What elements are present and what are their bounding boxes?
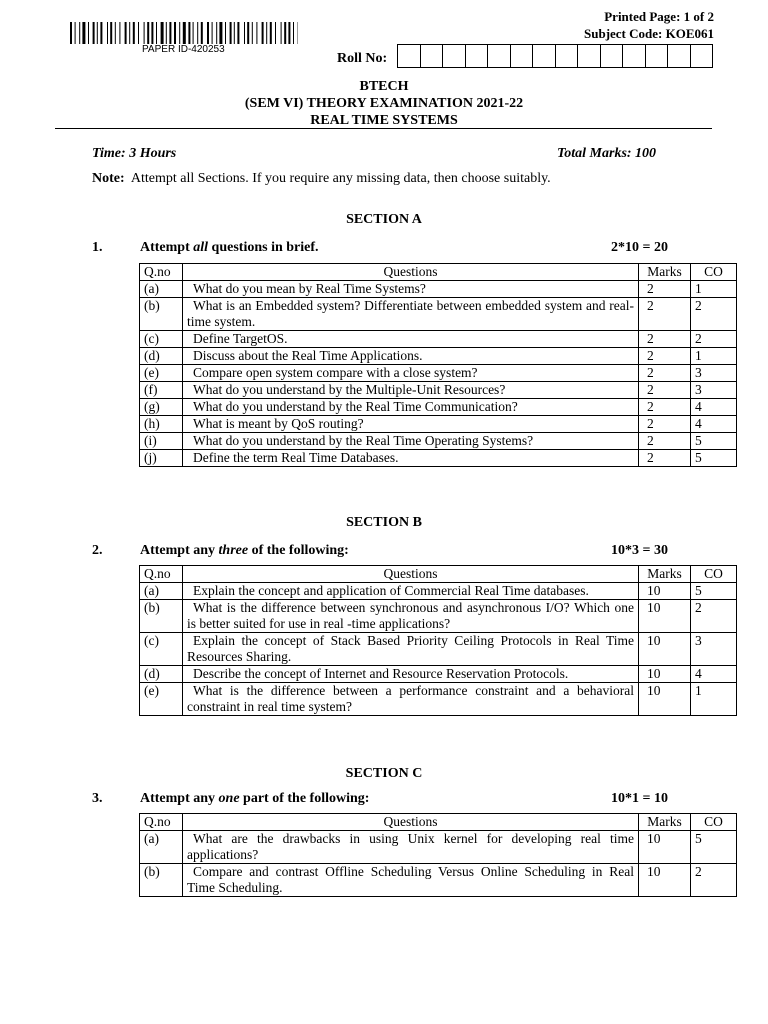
- table-row: [140, 831, 737, 864]
- question-marks: 2: [639, 416, 691, 433]
- barcode-bar: [183, 22, 186, 44]
- barcode-bar: [244, 22, 245, 44]
- question-text: Discuss about the Real Time Applications.: [193, 348, 423, 363]
- table-row: [140, 600, 737, 633]
- qno-header: Q.no: [140, 566, 183, 583]
- exam-time: Time: 3 Hours: [92, 146, 177, 161]
- barcode-bar: [270, 22, 272, 44]
- barcode-bar: [262, 22, 264, 44]
- question-cell: [183, 683, 639, 716]
- paper-id: PAPER ID-420253: [142, 44, 225, 55]
- marks-header: Marks: [639, 814, 691, 831]
- question-co: 1: [691, 348, 737, 365]
- question-marks: 10: [639, 633, 691, 666]
- question-cell: [183, 450, 639, 467]
- roll-no-box[interactable]: [488, 44, 511, 68]
- section-marks: 2*10 = 20: [611, 240, 668, 255]
- question-cell: [183, 399, 639, 416]
- roll-no-box[interactable]: [511, 44, 534, 68]
- question-qno: (c): [140, 633, 183, 666]
- barcode-bar: [216, 22, 217, 44]
- question-cell: [183, 864, 639, 897]
- barcode-bar: [75, 22, 76, 44]
- question-marks: 10: [639, 831, 691, 864]
- question-marks: 10: [639, 666, 691, 683]
- marks-header: Marks: [639, 566, 691, 583]
- roll-no-box[interactable]: [691, 44, 714, 68]
- question-text: Define TargetOS.: [193, 331, 288, 346]
- barcode-bar: [100, 22, 102, 44]
- barcode-bar: [234, 22, 235, 44]
- barcode-bar: [129, 22, 130, 44]
- section-marks: 10*1 = 10: [611, 791, 668, 806]
- question-qno: (i): [140, 433, 183, 450]
- question-text: Compare open system compare with a close system?: [193, 365, 478, 380]
- question-co: 3: [691, 633, 737, 666]
- question-cell: [183, 666, 639, 683]
- barcode-bar: [144, 22, 145, 44]
- barcode-bar: [188, 22, 190, 44]
- question-co: 5: [691, 583, 737, 600]
- barcode-bar: [256, 22, 257, 44]
- note-text: Attempt all Sections. If you require any missing data, then choose suitably.: [130, 171, 551, 186]
- table-row: [140, 365, 737, 382]
- question-text: What do you mean by Real Time Systems?: [193, 281, 426, 296]
- co-header: CO: [691, 566, 737, 583]
- barcode-bar: [88, 22, 89, 44]
- barcode-bar: [275, 22, 276, 44]
- question-text: Explain the concept of Stack Based Priority Ceiling Protocols in Real Time Resources Sharing.: [187, 633, 634, 664]
- co-header: CO: [691, 814, 737, 831]
- course-title: BTECH: [359, 79, 409, 94]
- table-row: [140, 683, 737, 716]
- question-text: What is meant by QoS routing?: [193, 416, 364, 431]
- roll-no-box[interactable]: [443, 44, 466, 68]
- barcode-bar: [79, 22, 80, 44]
- question-table: [139, 263, 737, 467]
- barcode-bar: [169, 22, 171, 44]
- header-divider: [55, 128, 712, 129]
- instruction-text: Attempt any: [140, 791, 219, 806]
- questions-header: Questions: [183, 264, 639, 281]
- question-text: What is the difference between a performance constraint and a behavioral constraint in real time system?: [187, 683, 634, 714]
- question-cell: [183, 331, 639, 348]
- barcode: [70, 22, 298, 44]
- roll-no-box[interactable]: [646, 44, 669, 68]
- question-cell: [183, 633, 639, 666]
- question-marks: 2: [639, 382, 691, 399]
- question-text: Compare and contrast Offline Scheduling Versus Online Scheduling in Real Time Scheduling.: [187, 864, 634, 895]
- question-co: 2: [691, 331, 737, 348]
- barcode-bar: [219, 22, 222, 44]
- barcode-bar: [201, 22, 203, 44]
- question-qno: (a): [140, 583, 183, 600]
- barcode-bar: [207, 22, 209, 44]
- question-marks: 2: [639, 365, 691, 382]
- instruction-text: questions in brief.: [208, 240, 319, 255]
- note: [92, 171, 551, 187]
- section-title: SECTION C: [345, 766, 423, 781]
- question-co: 2: [691, 864, 737, 897]
- printed-info: [584, 8, 714, 42]
- question-marks: 2: [639, 450, 691, 467]
- instruction-text: part of the following:: [239, 791, 370, 806]
- table-header-row: [140, 566, 737, 583]
- question-marks: 2: [639, 348, 691, 365]
- subject-title: REAL TIME SYSTEMS: [310, 113, 458, 128]
- question-text: Describe the concept of Internet and Resource Reservation Protocols.: [193, 666, 569, 681]
- question-cell: [183, 298, 639, 331]
- barcode-bar: [179, 22, 180, 44]
- qno-header: Q.no: [140, 814, 183, 831]
- barcode-bar: [119, 22, 120, 44]
- instruction-text: Attempt: [140, 240, 194, 255]
- question-co: 2: [691, 600, 737, 633]
- barcode-bar: [197, 22, 198, 44]
- question-marks: 2: [639, 281, 691, 298]
- question-cell: [183, 382, 639, 399]
- roll-no-box[interactable]: [533, 44, 556, 68]
- question-marks: 10: [639, 683, 691, 716]
- questions-header: Questions: [183, 566, 639, 583]
- table-row: [140, 382, 737, 399]
- question-qno: (e): [140, 365, 183, 382]
- question-number: 1.: [92, 240, 103, 255]
- barcode-bar: [281, 22, 282, 44]
- question-cell: [183, 600, 639, 633]
- question-qno: (e): [140, 683, 183, 716]
- barcode-bar: [110, 22, 112, 44]
- barcode-bar: [230, 22, 232, 44]
- question-text: What do you understand by the Real Time Communication?: [193, 399, 518, 414]
- table-row: [140, 416, 737, 433]
- question-co: 5: [691, 433, 737, 450]
- roll-no-box[interactable]: [398, 44, 421, 68]
- barcode-bar: [82, 22, 85, 44]
- question-co: 5: [691, 450, 737, 467]
- question-qno: (j): [140, 450, 183, 467]
- section-instruction: [140, 543, 349, 559]
- question-qno: (b): [140, 298, 183, 331]
- table-row: [140, 450, 737, 467]
- table-row: [140, 331, 737, 348]
- barcode-bar: [138, 22, 139, 44]
- question-cell: [183, 831, 639, 864]
- table-row: [140, 281, 737, 298]
- table-row: [140, 666, 737, 683]
- question-qno: (d): [140, 666, 183, 683]
- barcode-bar: [252, 22, 253, 44]
- barcode-bar: [125, 22, 127, 44]
- table-row: [140, 583, 737, 600]
- question-co: 4: [691, 666, 737, 683]
- section-marks: 10*3 = 30: [611, 543, 668, 558]
- barcode-bar: [147, 22, 149, 44]
- qno-header: Q.no: [140, 264, 183, 281]
- roll-no-label: Roll No:: [337, 51, 388, 66]
- exam-title: (SEM VI) THEORY EXAMINATION 2021-22: [244, 96, 524, 111]
- barcode-bar: [288, 22, 290, 44]
- roll-no-box[interactable]: [466, 44, 489, 68]
- section-instruction: [140, 240, 319, 256]
- question-cell: [183, 281, 639, 298]
- table-header-row: [140, 814, 737, 831]
- table-row: [140, 399, 737, 416]
- question-cell: [183, 433, 639, 450]
- instruction-text: Attempt any: [140, 543, 219, 558]
- barcode-bar: [225, 22, 226, 44]
- table-row: [140, 633, 737, 666]
- question-co: 2: [691, 298, 737, 331]
- section-title: SECTION A: [346, 212, 422, 227]
- barcode-bar: [133, 22, 135, 44]
- barcode-bar: [70, 22, 72, 44]
- table-header-row: [140, 264, 737, 281]
- barcode-bar: [266, 22, 267, 44]
- roll-no-box[interactable]: [623, 44, 646, 68]
- question-qno: (a): [140, 831, 183, 864]
- question-co: 1: [691, 683, 737, 716]
- section-instruction: [140, 791, 369, 807]
- barcode-bar: [151, 22, 153, 44]
- question-qno: (a): [140, 281, 183, 298]
- barcode-bar: [97, 22, 98, 44]
- question-qno: (d): [140, 348, 183, 365]
- question-cell: [183, 416, 639, 433]
- roll-no-box[interactable]: [601, 44, 624, 68]
- barcode-bar: [193, 22, 194, 44]
- question-marks: 10: [639, 864, 691, 897]
- table-row: [140, 348, 737, 365]
- question-co: 4: [691, 399, 737, 416]
- question-qno: (b): [140, 864, 183, 897]
- barcode-bar: [212, 22, 213, 44]
- instruction-emphasis: all: [193, 240, 209, 255]
- barcode-bar: [161, 22, 164, 44]
- question-co: 1: [691, 281, 737, 298]
- printed-page: Printed Page: 1 of 2: [604, 9, 714, 24]
- question-co: 4: [691, 416, 737, 433]
- question-number: 3.: [92, 791, 103, 806]
- section-title: SECTION B: [346, 515, 422, 530]
- question-cell: [183, 583, 639, 600]
- co-header: CO: [691, 264, 737, 281]
- instruction-emphasis: three: [218, 543, 249, 558]
- instruction-emphasis: one: [218, 791, 240, 806]
- question-marks: 10: [639, 583, 691, 600]
- question-qno: (g): [140, 399, 183, 416]
- questions-header: Questions: [183, 814, 639, 831]
- table-row: [140, 298, 737, 331]
- question-text: Define the term Real Time Databases.: [193, 450, 399, 465]
- table-row: [140, 864, 737, 897]
- barcode-bar: [115, 22, 116, 44]
- barcode-bar: [156, 22, 157, 44]
- question-text: What are the drawbacks in using Unix kernel for developing real time applications?: [187, 831, 634, 862]
- barcode-bar: [166, 22, 167, 44]
- question-text: What do you understand by the Real Time Operating Systems?: [193, 433, 534, 448]
- question-marks: 2: [639, 399, 691, 416]
- question-marks: 2: [639, 331, 691, 348]
- question-marks: 10: [639, 600, 691, 633]
- question-marks: 2: [639, 433, 691, 450]
- roll-no-box[interactable]: [556, 44, 579, 68]
- subject-code: Subject Code: KOE061: [584, 26, 714, 41]
- question-co: 5: [691, 831, 737, 864]
- note-label: Note:: [92, 171, 125, 186]
- roll-no-box[interactable]: [421, 44, 444, 68]
- roll-no-box[interactable]: [578, 44, 601, 68]
- question-text: What is the difference between synchronous and asynchronous I/O? Which one is better suited for use in real -time applications?: [187, 600, 634, 631]
- question-text: Explain the concept and application of Commercial Real Time databases.: [193, 583, 589, 598]
- instruction-text: of the following:: [248, 543, 349, 558]
- question-text: What is an Embedded system? Differentiate between embedded system and real-time system.: [187, 298, 634, 329]
- barcode-bar: [293, 22, 294, 44]
- question-cell: [183, 348, 639, 365]
- marks-header: Marks: [639, 264, 691, 281]
- question-qno: (c): [140, 331, 183, 348]
- barcode-bar: [93, 22, 95, 44]
- question-marks: 2: [639, 298, 691, 331]
- question-cell: [183, 365, 639, 382]
- question-text: What do you understand by the Multiple-Unit Resources?: [193, 382, 506, 397]
- barcode-bar: [174, 22, 176, 44]
- question-table: [139, 565, 737, 716]
- barcode-bar: [247, 22, 249, 44]
- question-qno: (b): [140, 600, 183, 633]
- barcode-bar: [107, 22, 108, 44]
- barcode-bar: [237, 22, 239, 44]
- question-co: 3: [691, 382, 737, 399]
- question-qno: (f): [140, 382, 183, 399]
- question-qno: (h): [140, 416, 183, 433]
- roll-no-boxes[interactable]: [397, 44, 713, 68]
- total-marks: Total Marks: 100: [557, 146, 657, 161]
- roll-no-box[interactable]: [668, 44, 691, 68]
- question-table: [139, 813, 737, 897]
- question-co: 3: [691, 365, 737, 382]
- question-number: 2.: [92, 543, 103, 558]
- barcode-bar: [284, 22, 286, 44]
- table-row: [140, 433, 737, 450]
